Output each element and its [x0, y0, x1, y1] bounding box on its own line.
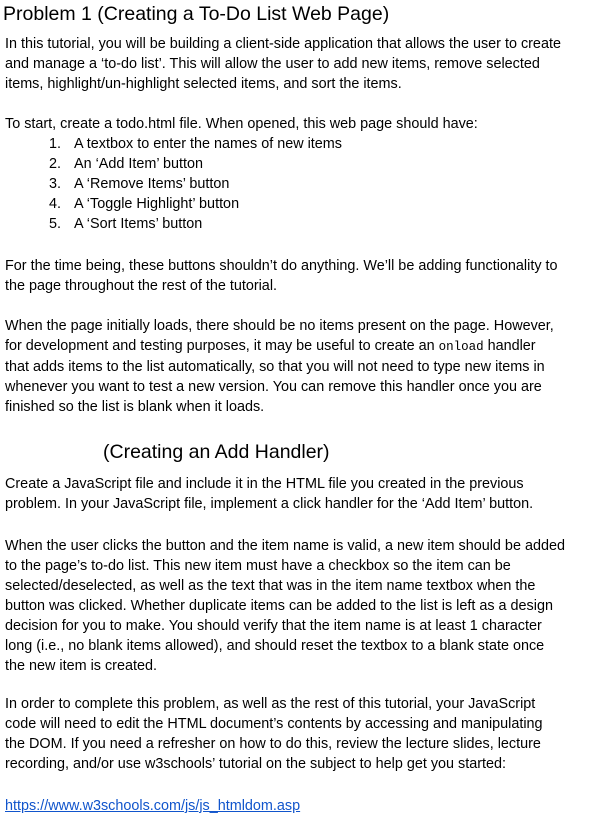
details-line: the new item is created.	[5, 658, 157, 674]
onload-line	[5, 336, 605, 357]
dom-line: code will need to edit the HTML document’s contents by accessing and manipulating	[5, 716, 543, 732]
onload-line: whenever you want to test a new version. You can remove this handler once you are	[5, 379, 542, 395]
onload-line: When the page initially loads, there should be no items present on the page. However,	[5, 318, 554, 334]
list-item	[0, 174, 609, 194]
time-being-line: For the time being, these buttons shouldn’t do anything. We’ll be adding functionality to	[5, 258, 558, 274]
list-item-text: A ‘Toggle Highlight’ button	[74, 196, 240, 212]
add-handler-line: Create a JavaScript file and include it in the HTML file you created in the previous	[5, 476, 524, 492]
start-line: To start, create a todo.html file. When opened, this web page should have:	[5, 116, 478, 132]
time-being-line: the page throughout the rest of the tutorial.	[5, 278, 278, 294]
time-being-paragraph	[5, 256, 605, 296]
intro-paragraph	[5, 34, 605, 94]
w3schools-link[interactable]: https://www.w3schools.com/js/js_htmldom.asp	[5, 798, 301, 814]
start-paragraph	[5, 114, 605, 134]
add-handler-intro-paragraph	[5, 474, 605, 514]
list-item	[0, 134, 609, 154]
requirements-list	[0, 134, 609, 234]
problem-1-heading: Problem 1 (Creating a To-Do List Web Page)	[3, 3, 390, 25]
add-handler-heading: (Creating an Add Handler)	[103, 441, 330, 463]
add-handler-line: problem. In your JavaScript file, implement a click handler for the ‘Add Item’ button.	[5, 496, 534, 512]
list-item	[0, 194, 609, 214]
inline-code: onload	[438, 340, 484, 354]
details-line: to the page’s to-do list. This new item must have a checkbox so the item can be	[5, 558, 511, 574]
list-item-text: A textbox to enter the names of new items	[74, 136, 342, 152]
details-line: When the user clicks the button and the item name is valid, a new item should be added	[5, 538, 565, 554]
intro-line: In this tutorial, you will be building a client-side application that allows the user to create	[5, 36, 561, 52]
onload-paragraph	[5, 316, 605, 417]
list-item-number: 1.	[49, 136, 62, 152]
details-line: decision for you to make. You should verify that the item name is at least 1 character	[5, 618, 542, 634]
dom-line: the DOM. If you need a refresher on how to do this, review the lecture slides, lecture	[5, 736, 541, 752]
onload-line: that adds items to the list automatically, so that you will not need to type new items in	[5, 359, 545, 375]
list-item-text: An ‘Add Item’ button	[74, 156, 204, 172]
list-item-number: 5.	[49, 216, 62, 232]
dom-paragraph	[5, 694, 605, 774]
list-item-number: 3.	[49, 176, 62, 192]
list-item-number: 4.	[49, 196, 62, 212]
details-line: button was clicked. Whether duplicate items can be added to the list is left as a design	[5, 598, 553, 614]
list-item-text: A ‘Remove Items’ button	[74, 176, 230, 192]
list-item-number: 2.	[49, 156, 62, 172]
dom-line: In order to complete this problem, as well as the rest of this tutorial, your JavaScript	[5, 696, 536, 712]
list-item-text: A ‘Sort Items’ button	[74, 216, 203, 232]
dom-line: recording, and/or use w3schools’ tutorial on the subject to help get you started:	[5, 756, 507, 772]
onload-line: finished so the list is blank when it loads.	[5, 399, 265, 415]
onload-line-text: for development and testing purposes, it may be useful to create an	[5, 338, 439, 354]
list-item	[0, 214, 609, 234]
details-line: long (i.e., no blank items allowed), and should reset the textbox to a blank state once	[5, 638, 545, 654]
intro-line: and manage a ‘to-do list’. This will allow the user to add new items, remove selected	[5, 56, 540, 72]
intro-line: items, highlight/un-highlight selected items, and sort the items.	[5, 76, 402, 92]
list-item	[0, 154, 609, 174]
onload-line-text: handler	[483, 338, 536, 354]
details-line: selected/deselected, as well as the text that was in the item name textbox when the	[5, 578, 536, 594]
add-handler-details-paragraph	[5, 536, 605, 676]
